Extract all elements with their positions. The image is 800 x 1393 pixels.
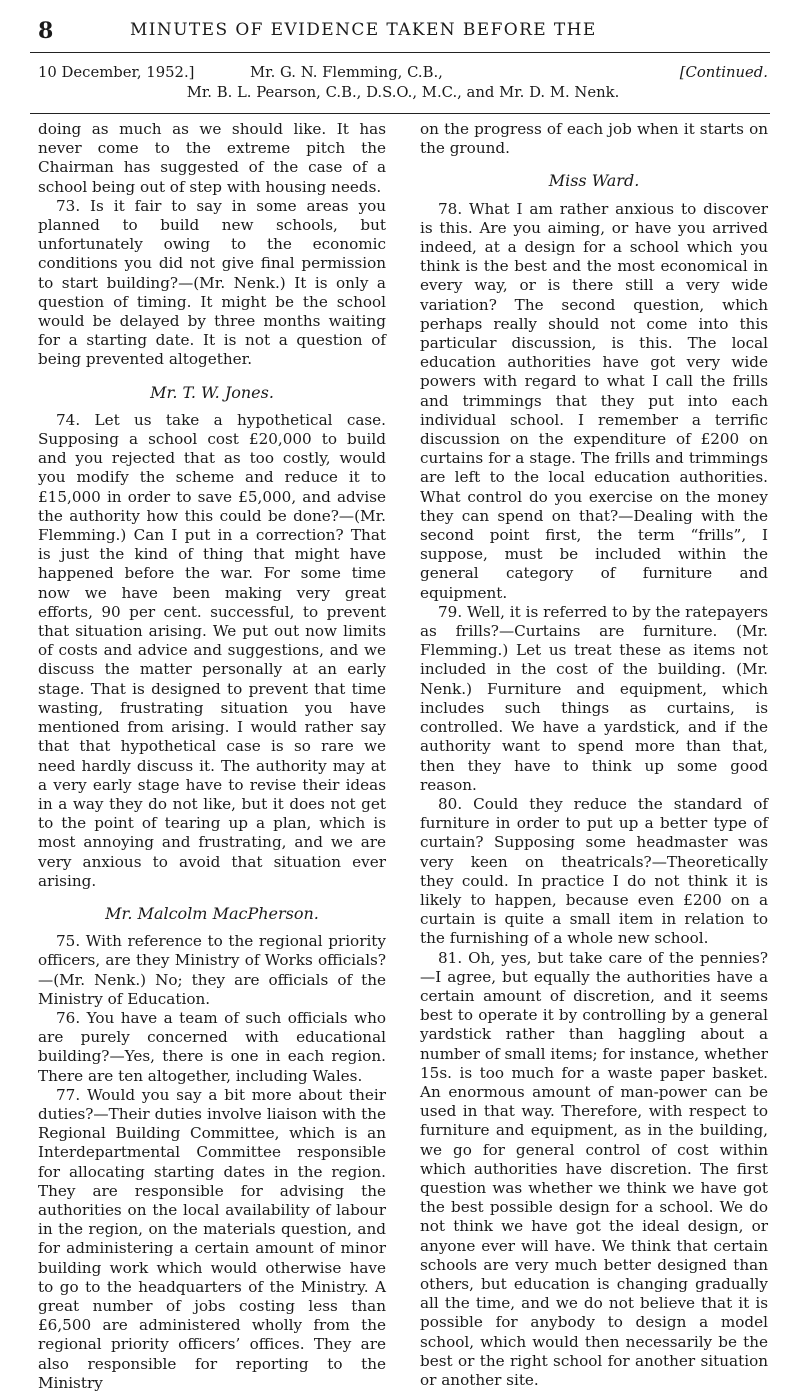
continued-label: [Continued. — [679, 64, 768, 81]
paragraph-74: 74. Let us take a hypothetical case. Supposing a school cost £20,000 to build and you rejected that as too costly, would you modify the scheme and reduce it to £15,000 in order to save £5,000, and advise the authority how this could be done?—(Mr. Flemming.) Can I put in a correction? That is just the kind of thing that might have happened before the war. For some time now we have been making very great efforts, 90 per cent. successful, to prevent that situation arising. We put out now limits of costs and advice and suggestions, and we discuss the matter personally at an early stage. That is designed to prevent that time wasting, frustrating situation you have mentioned from arising. I would rather say that that hypothetical case is so rare we need hardly discuss it. The authority may at a very early stage have to revise their ideas in a way they do not like, but it does not get to the point of tearing up a plan, which is most annoying and frustrating, and we are very anxious to avoid that situation ever arising. — [38, 410, 386, 890]
witness-rule — [30, 113, 770, 114]
paragraph-76: 76. You have a team of such officials who are purely concerned with educational building?—Yes, there is one in each region. There are ten altogether, including Wales. — [38, 1008, 386, 1085]
paragraph-81: 81. Oh, yes, but take care of the pennies?—I agree, but equally the authorities have a certain amount of discretion, and it seems best to operate it by controlling by a general yardstick rather than haggling about a number of small items; for instance, whether 15s. is too much for a waste paper basket. An enormous amount of man-power can be used in that way. Therefore, with respect to furniture and equipment, as in the building, we go for general control of cost within which authorities have discretion. The first question was whether we think we have got the best possible design for a school. We do not think we have got the ideal design, or anyone ever will have. We think that certain schools are very much better designed than others, but education is changing gradually all the time, and we do not believe that it is possible for anybody to design a model school, which would then necessarily be the best or the right school for another situation or another site. — [420, 948, 768, 1389]
body-columns — [38, 120, 768, 1392]
speaker-heading: Mr. Malcolm MacPherson. — [105, 903, 319, 923]
header-rule — [30, 52, 770, 53]
paragraph-73: 73. Is it fair to say in some areas you planned to build new schools, but unfortunately owing to the economic conditions you did not give final permission to start building?—(Mr. Nenk.) It is only a question of timing. It might be the school would be delayed by three months waiting for a starting date. It is not a question of being prevented altogether. — [38, 196, 386, 369]
page-number: 8 — [38, 18, 54, 44]
page-header — [38, 18, 768, 48]
paragraph-80: 80. Could they reduce the standard of furniture in order to put up a better type of curtain? Supposing some headmaster was very keen on theatricals?—Theoretically they could. In practice I do not think it is likely to happen, because even £200 on a curtain is quite a small item in relation to the furnishing of a whole new school. — [420, 794, 768, 948]
paragraph-79: 79. Well, it is referred to by the ratepayers as frills?—Curtains are furniture. (Mr. Flemming.) Let us treat these as items not included in the cost of the building. (Mr. Nenk.) Furniture and equipment, which includes such things as curtains, is controlled. We have a yardstick, and if the authority want to spend more than that, then they have to think up some good reason. — [420, 602, 768, 794]
paragraph-75: 75. With reference to the regional priority officers, are they Ministry of Works officials?—(Mr. Nenk.) No; they are officials of the Ministry of Education. — [38, 932, 386, 1008]
witnesses-line-1: Mr. G. N. Flemming, C.B., — [250, 64, 443, 81]
running-title: MINUTES OF EVIDENCE TAKEN BEFORE THE — [130, 20, 597, 40]
right-column — [420, 120, 768, 1390]
paragraph-78: 78. What I am rather anxious to discover is this. Are you aiming, or have you arrived indeed, at a design for a school which you think is the best and the most economical in every way, or is there still a very wide variation? The second question, which perhaps really should not come into this particular discussion, is this. The local education authorities have got very wide powers with regard to what I call the frills and trimmings that they put into each individual school. I remember a terrific discussion on the expenditure of £200 on curtains for a stage. The frills and trimmings are left to the local education authorities. What control do you exercise on the money they can spend on that?—Dealing with the second point first, the term “frills”, I suppose, must be included within the general category of furniture and equipment. — [420, 199, 768, 602]
left-column — [38, 120, 386, 1393]
witnesses-line-2: Mr. B. L. Pearson, C.B., D.S.O., M.C., and Mr. D. M. Nenk. — [186, 84, 620, 101]
paragraph-77: 77. Would you say a bit more about their duties?—Their duties involve liaison with the Regional Building Committee, which is an Interdepartmental Committee responsible for allocating starting dates in the region. They are responsible for advising the authorities on the local availability of labour in the region, on the materials question, and for administering a certain amount of minor building work which would otherwise have to go to the headquarters of the Ministry. A great number of jobs costing less than £6,500 are administered wholly from the regional priority officers’ offices. They are also responsible for reporting to the Ministry — [38, 1085, 386, 1392]
speaker-heading: Miss Ward. — [548, 171, 640, 191]
paragraph-intro: doing as much as we should like. It has never come to the extreme pitch the Chairman has suggested of the case of a school being out of step with housing needs. — [38, 120, 386, 196]
witness-block — [38, 63, 768, 107]
speaker-heading: Mr. T. W. Jones. — [150, 382, 274, 402]
paragraph-continued: on the progress of each job when it starts on the ground. — [420, 120, 768, 158]
session-date: 10 December, 1952.] — [38, 64, 195, 81]
